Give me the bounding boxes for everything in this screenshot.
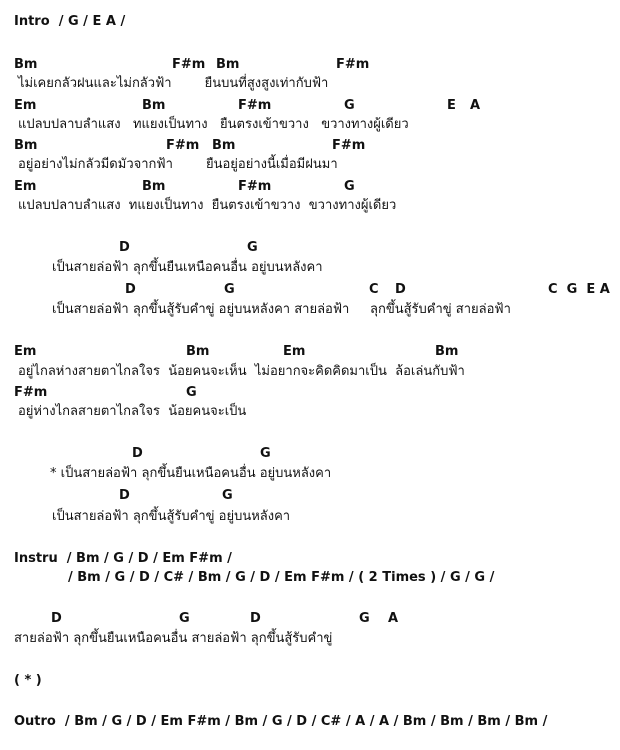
chord: Bm	[186, 344, 210, 359]
chord: D	[119, 488, 130, 503]
chord: Em	[14, 179, 37, 194]
chord: G	[222, 488, 233, 503]
chord: G	[344, 98, 355, 113]
chord: Em	[283, 344, 306, 359]
chord: D	[132, 446, 143, 461]
lyric-line: สายล่อฟ้า ลุกขึ้นยืนเหนือคนอื่น สายล่อฟ้า ลุกขึ้นสู้รับคำขู่	[14, 631, 333, 646]
chord: G	[224, 282, 235, 297]
chord: F#m	[14, 385, 48, 400]
chord: G	[247, 240, 258, 255]
lyric-line: อยู่ไกลห่างสายตาไกลใจร น้อยคนจะเห็น ไม่อยากจะคิดคิดมาเป็น ล้อเล่นกับฟ้า	[18, 364, 465, 379]
chord: Bm	[435, 344, 459, 359]
lyric-line: เป็นสายล่อฟ้า ลุกขึ้นยืนเหนือคนอื่น อยู่บนหลังคา	[52, 260, 323, 275]
chord: F#m	[238, 98, 272, 113]
chord: Bm	[142, 98, 166, 113]
chord: G	[186, 385, 197, 400]
chord: E	[447, 98, 456, 113]
chord: G	[260, 446, 271, 461]
chord: Bm	[14, 57, 38, 72]
chord: Em	[14, 98, 37, 113]
lyric-line: เป็นสายล่อฟ้า ลุกขึ้นสู้รับคำขู่ อยู่บนหลังคา สายล่อฟ้า ลุกขึ้นสู้รับคำขู่ สายล่อฟ้า	[52, 302, 511, 317]
intro-line: Intro / G / E A /	[14, 14, 126, 29]
chord: D	[125, 282, 136, 297]
chord: F#m	[336, 57, 370, 72]
lyric-line: แปลบปลาบลำแสง ทแยงเป็นทาง ยืนตรงเข้าขวาง ขวางทางผู้เดียว	[18, 117, 409, 132]
chord: Bm	[142, 179, 166, 194]
instru-line: Instru / Bm / G / D / Em F#m /	[14, 551, 232, 566]
chord: D	[395, 282, 406, 297]
lyric-line: อยู่อย่างไม่กลัวมีดมัวจากฟ้า ยืนอยู่อย่างนี้เมื่อมีฝนมา	[18, 157, 338, 172]
chord: C	[369, 282, 379, 297]
chord: F#m	[166, 138, 200, 153]
chord: F#m	[172, 57, 206, 72]
chord: D	[250, 611, 261, 626]
chord: G	[359, 611, 370, 626]
chord: A	[388, 611, 399, 626]
chord: G	[179, 611, 190, 626]
lyric-line: อยู่ห่างไกลสายตาไกลใจร น้อยคนจะเป็น	[18, 404, 247, 419]
lyric-line: ไม่เคยกลัวฝนและไม่กลัวฟ้า ยืนบนที่สูงสูงเท่ากับฟ้า	[18, 76, 329, 91]
chord: C G E A	[548, 282, 610, 297]
chord: G	[344, 179, 355, 194]
chord: Bm	[14, 138, 38, 153]
chord: Em	[14, 344, 37, 359]
lyric-line: แปลบปลาบลำแสง ทแยงเป็นทาง ยืนตรงเข้าขวาง ขวางทางผู้เดียว	[18, 198, 397, 213]
instru-line: / Bm / G / D / C# / Bm / G / D / Em F#m / ( 2 Times ) / G / G /	[68, 570, 495, 585]
repeat-mark: ( * )	[14, 673, 42, 688]
chord: F#m	[238, 179, 272, 194]
chord: D	[119, 240, 130, 255]
outro-line: Outro / Bm / G / D / Em F#m / Bm / G / D / C# / A / A / Bm / Bm / Bm / Bm /	[14, 714, 548, 729]
chord: D	[51, 611, 62, 626]
chord: Bm	[212, 138, 236, 153]
chord: Bm	[216, 57, 240, 72]
lyric-line: เป็นสายล่อฟ้า ลุกขึ้นสู้รับคำขู่ อยู่บนหลังคา	[52, 509, 291, 524]
lyric-line: * เป็นสายล่อฟ้า ลุกขึ้นยืนเหนือคนอื่น อยู่บนหลังคา	[50, 466, 332, 481]
chord: A	[470, 98, 481, 113]
chord: F#m	[332, 138, 366, 153]
